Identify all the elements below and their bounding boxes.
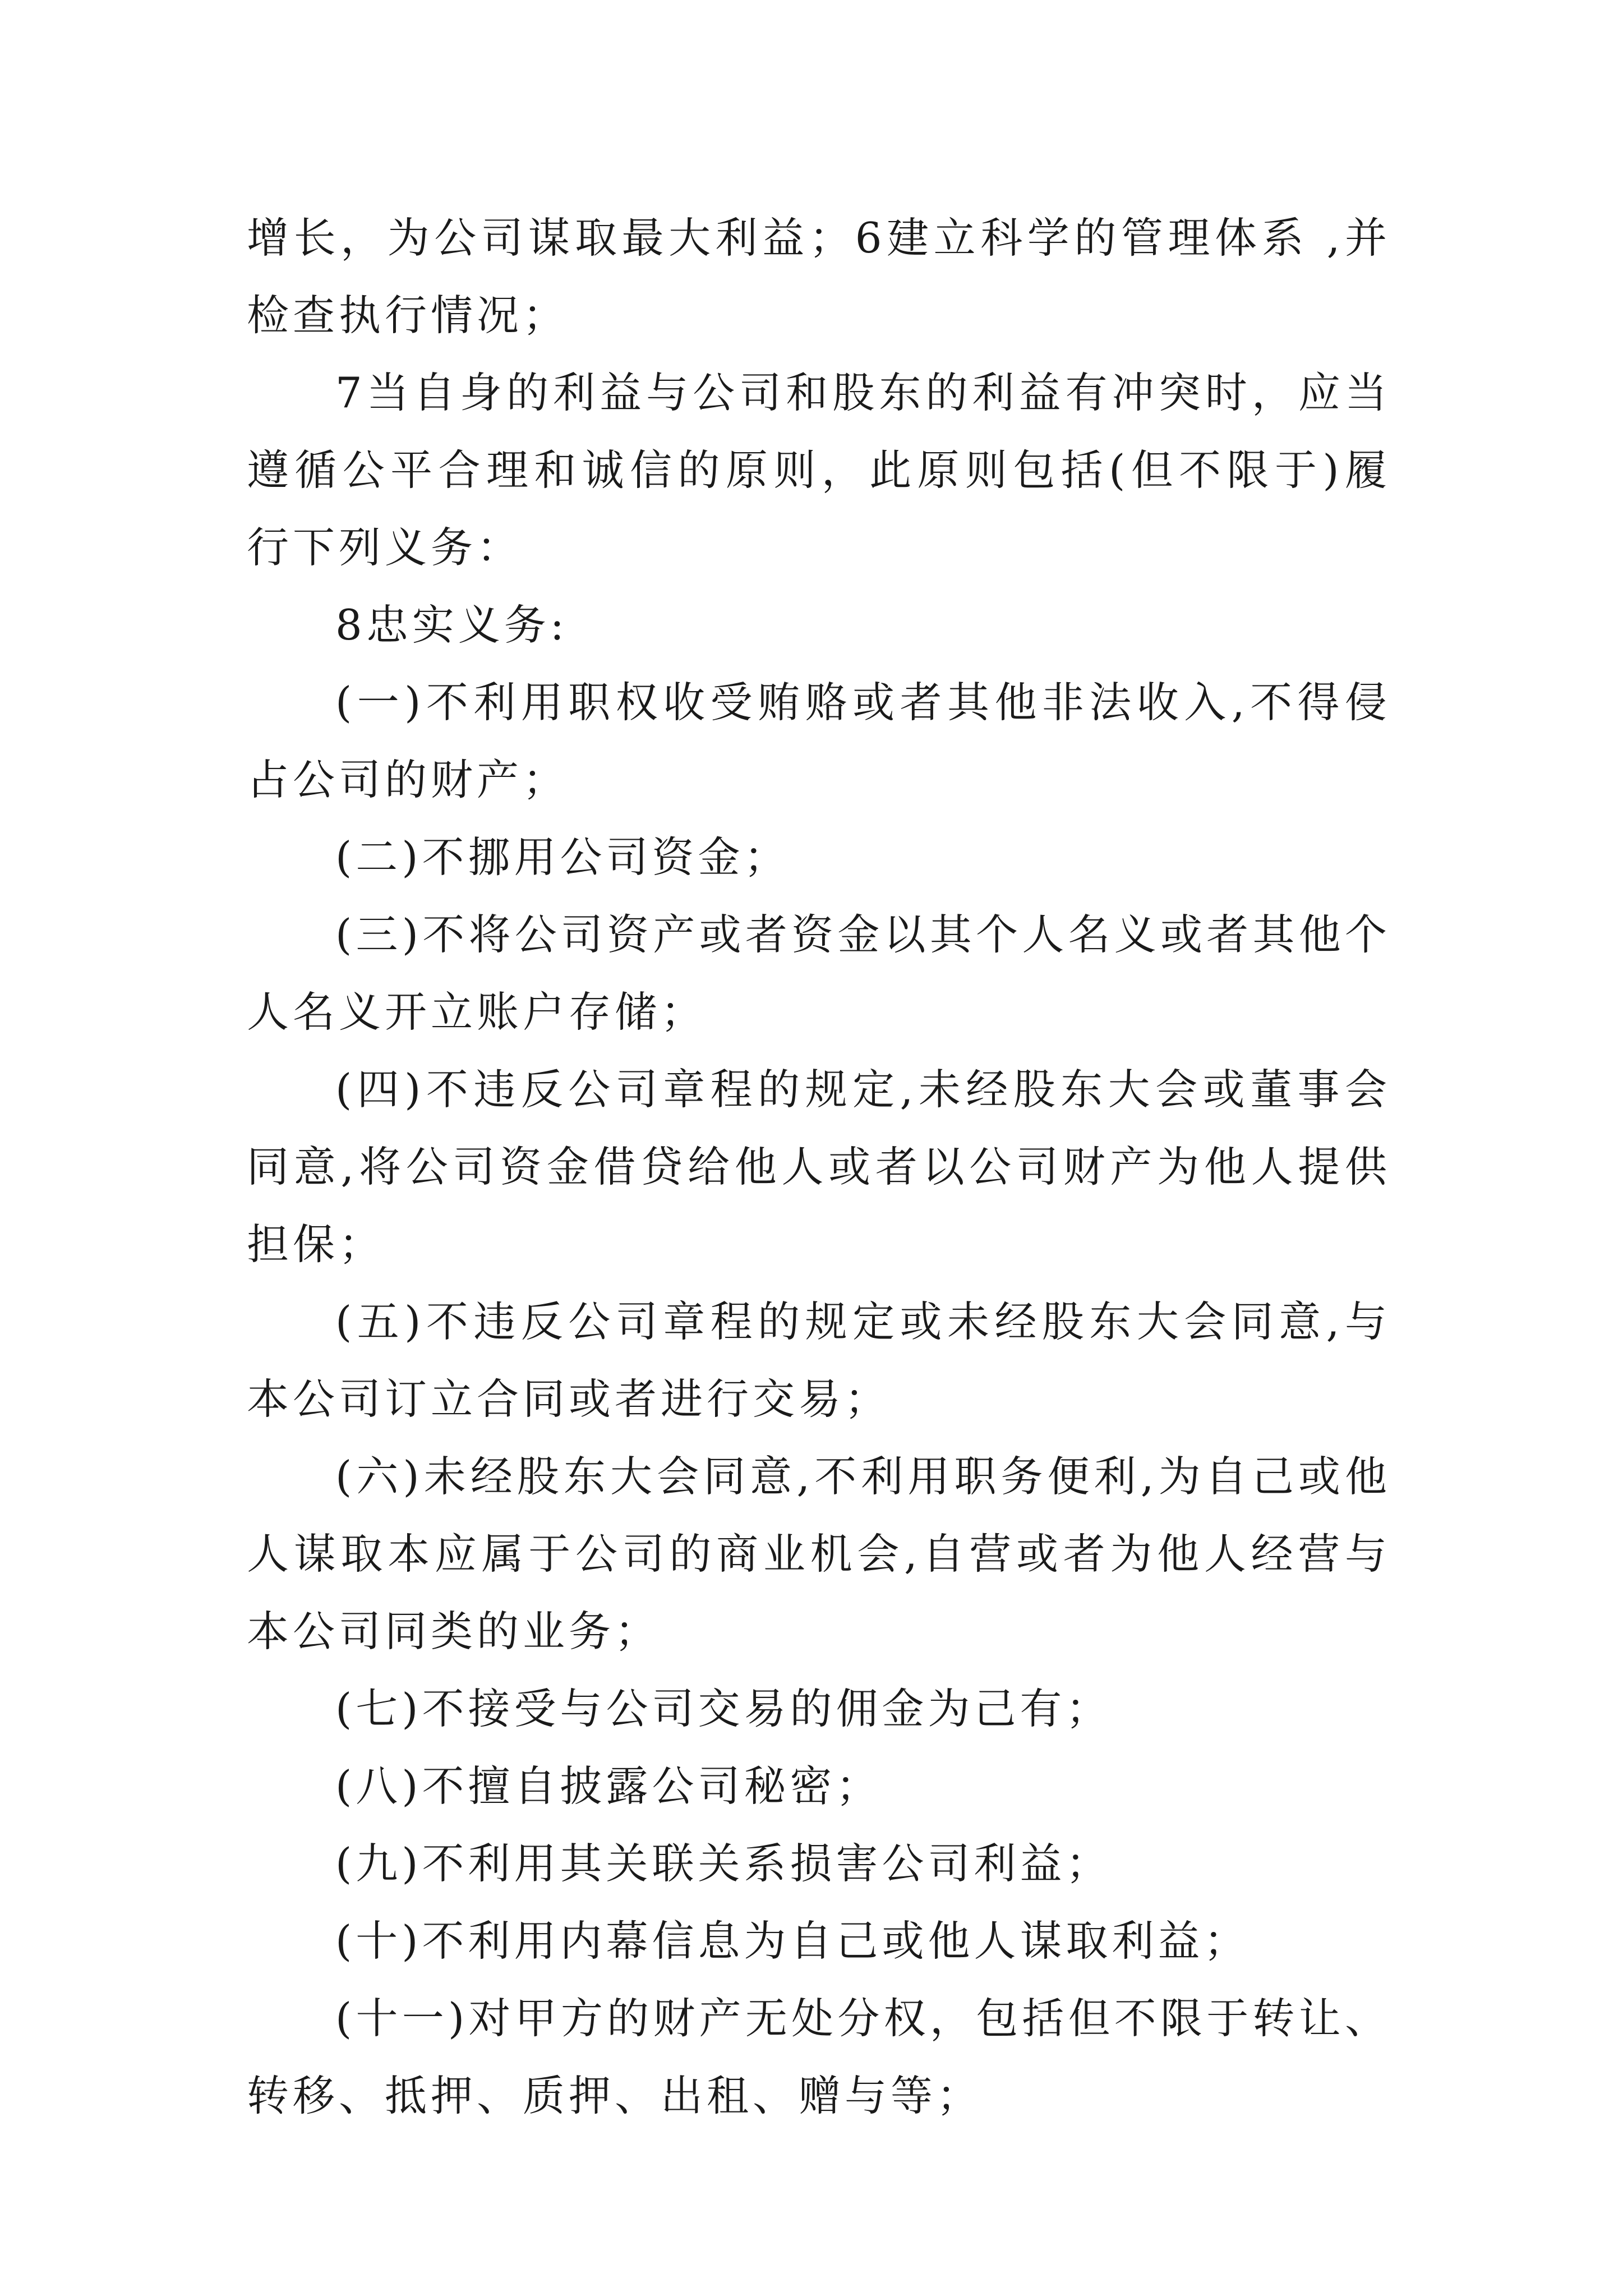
- paragraph-7: (四)不违反公司章程的规定,未经股东大会或董事会同意,将公司资金借贷给他人或者以公司财产为他人提供担保；: [247, 1065, 1391, 1269]
- paragraph-11: (八)不擅自披露公司秘密；: [335, 1761, 882, 1811]
- paragraph-2: 7当自身的利益与公司和股东的利益有冲突时，应当遵循公平合理和诚信的原则，此原则包括(但不限于)履行下列义务：: [247, 368, 1391, 572]
- paragraph-13: (十)不利用内幕信息为自己或他人谋取利益；: [335, 1916, 1250, 1966]
- paragraph-4: (一)不利用职权收受贿赂或者其他非法收入,不得侵占公司的财产；: [247, 678, 1391, 804]
- document-body: [247, 199, 1391, 2134]
- paragraph-12: (九)不利用其关联关系损害公司利益；: [335, 1839, 1112, 1888]
- paragraph-14: (十一)对甲方的财产无处分权，包括但不限于转让、转移、抵押、质押、出租、赠与等；: [247, 1994, 1391, 2120]
- paragraph-5: (二)不挪用公司资金；: [335, 832, 790, 882]
- paragraph-10: (七)不接受与公司交易的佣金为己有；: [335, 1684, 1112, 1733]
- paragraph-1: 增长，为公司谋取最大利益；6建立科学的管理体系 ,并检查执行情况；: [247, 213, 1391, 340]
- paragraph-3: 8忠实义务:: [335, 600, 568, 650]
- paragraph-9: (六)未经股东大会同意,不利用职务便利,为自己或他人谋取本应属于公司的商业机会,自营或者为他人经营与本公司同类的业务；: [247, 1452, 1391, 1656]
- paragraph-8: (五)不违反公司章程的规定或未经股东大会同意,与本公司订立合同或者进行交易；: [247, 1297, 1391, 1424]
- paragraph-6: (三)不将公司资产或者资金以其个人名义或者其他个人名义开立账户存储；: [247, 910, 1391, 1037]
